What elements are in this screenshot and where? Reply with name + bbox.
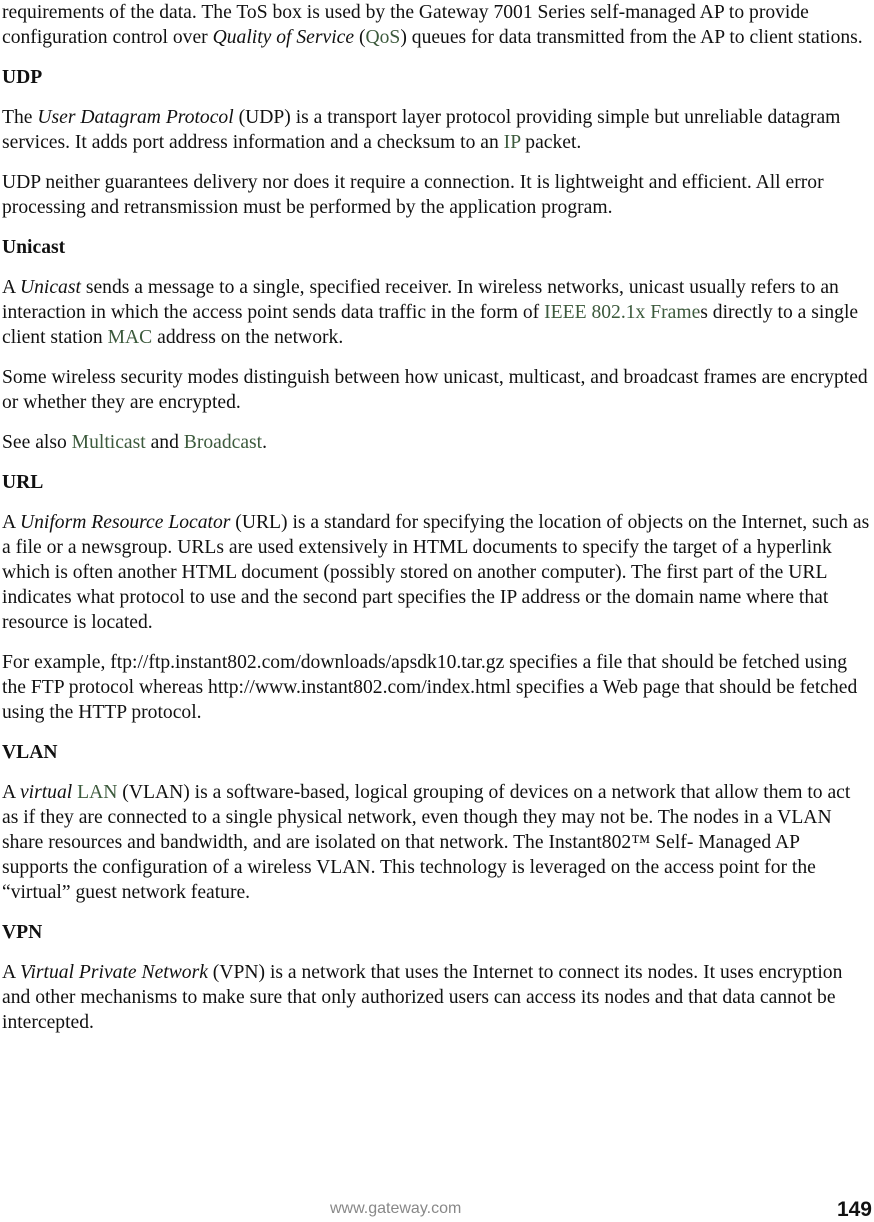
- url-example: For example, ftp://ftp.instant802.com/downloads/apsdk10.tar.gz specifies a file that should be fetched using the FTP protocol whereas http://www.instant802.com/index.html specifies a Web page that should be fetched using the HTTP protocol.: [2, 652, 858, 723]
- tos-continuation-paragraph: requirements of the data. The ToS box is used by the Gateway 7001 Series self-managed AP to provide configuration control over Quality of Service (QoS) queues for data transmitted from the AP to client stations.: [2, 2, 863, 48]
- lan-link[interactable]: LAN: [77, 782, 118, 803]
- udp-definition: The User Datagram Protocol (UDP) is a transport layer protocol providing simple but unreliable datagram services. It adds port address information and a checksum to an IP packet.: [2, 107, 841, 153]
- document-page: [2, 0, 870, 1050]
- broadcast-link[interactable]: Broadcast: [183, 432, 263, 453]
- page-number: 149: [836, 1198, 872, 1221]
- unicast-security-note: Some wireless security modes distinguish between how unicast, multicast, and broadcast frames are encrypted or whether they are encrypted.: [2, 367, 868, 413]
- unicast-definition: A Unicast sends a message to a single, specified receiver. In wireless networks, unicast usually refers to an interaction in which the access point sends data traffic in the form of IEEE 802.1x Frames directly to a single client station MAC address on the network.: [2, 277, 859, 348]
- unicast-see-also: See also Multicast and Broadcast.: [2, 432, 268, 453]
- term-heading-url: URL: [2, 472, 44, 493]
- term-heading-unicast: Unicast: [2, 237, 66, 258]
- udp-details: UDP neither guarantees delivery nor does it require a connection. It is lightweight and efficient. All error processing and retransmission must be performed by the application program.: [2, 172, 824, 218]
- footer-website-url: www.gateway.com: [330, 1200, 462, 1217]
- vlan-definition: A virtual LAN (VLAN) is a software-based, logical grouping of devices on a network that allow them to act as if they are connected to a single physical network, even though they may not be. The nodes in a VLAN share resources and bandwidth, and are isolated on that network. The Instant802™ Self- Managed AP supports the configuration of a wireless VLAN. This technology is leveraged on the access point for the “virtual” guest network feature.: [2, 782, 851, 903]
- term-heading-udp: UDP: [2, 67, 43, 88]
- mac-link[interactable]: MAC: [107, 327, 153, 348]
- term-heading-vpn: VPN: [2, 922, 43, 943]
- ieee-frame-link[interactable]: IEEE 802.1x Frame: [544, 302, 701, 323]
- vpn-definition: A Virtual Private Network (VPN) is a network that uses the Internet to connect its nodes. It uses encryption and other mechanisms to make sure that only authorized users can access its nodes and that data cannot be intercepted.: [2, 962, 843, 1033]
- ip-link[interactable]: IP: [503, 132, 521, 153]
- qos-link[interactable]: QoS: [365, 27, 401, 48]
- url-definition: A Uniform Resource Locator (URL) is a standard for specifying the location of objects on the Internet, such as a file or a newsgroup. URLs are used extensively in HTML documents to specify the target of a hyperlink which is often another HTML document (possibly stored on another computer). The first part of the URL indicates what protocol to use and the second part specifies the IP address or the domain name where that resource is located.: [2, 512, 870, 633]
- multicast-link[interactable]: Multicast: [71, 432, 146, 453]
- term-heading-vlan: VLAN: [2, 742, 58, 763]
